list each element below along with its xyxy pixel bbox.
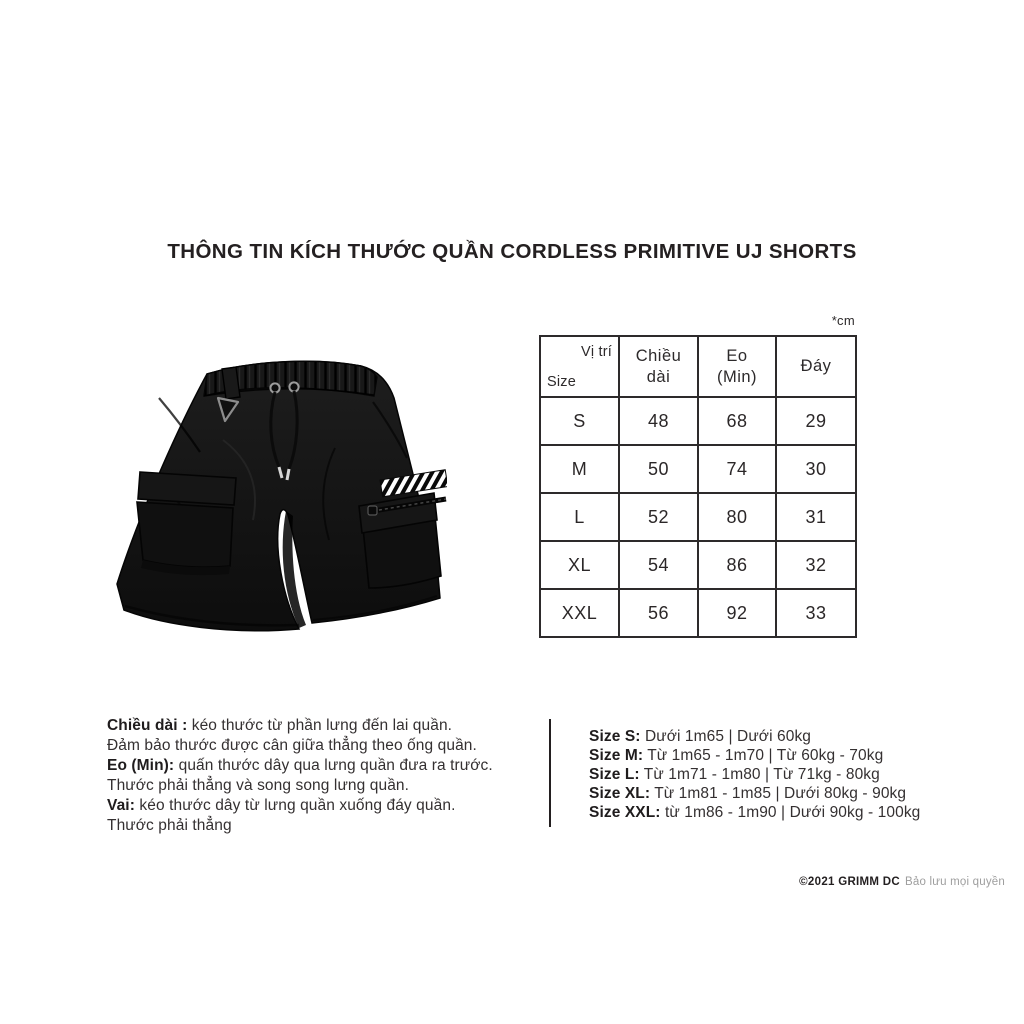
value-cell: 92 [698, 589, 776, 637]
value-cell: 31 [776, 493, 856, 541]
size-guide-line: Size XXL: từ 1m86 - 1m90 | Dưới 90kg - 100kg [589, 804, 921, 821]
size-cell: XL [540, 541, 619, 589]
size-guide [589, 727, 989, 822]
vertical-divider [549, 719, 551, 827]
eyelet-left [270, 383, 279, 392]
value-cell: 32 [776, 541, 856, 589]
size-table [539, 335, 855, 638]
product-photo-shorts [103, 348, 447, 636]
size-cell: L [540, 493, 619, 541]
size-guide-line: Size S: Dưới 1m65 | Dưới 60kg [589, 728, 812, 745]
size-cell: M [540, 445, 619, 493]
measure-guide-line: Thước phải thẳng và song song lưng quần. [107, 777, 410, 794]
table-row [540, 493, 856, 541]
value-cell: 74 [698, 445, 776, 493]
cargo-pocket-left [137, 472, 236, 575]
value-cell: 54 [619, 541, 698, 589]
value-cell: 48 [619, 397, 698, 445]
column-header-chieu-dai: Chiều dài [619, 336, 698, 397]
value-cell: 33 [776, 589, 856, 637]
corner-cell [540, 336, 619, 397]
table-row [540, 589, 856, 637]
corner-label-size: Size [547, 374, 577, 390]
size-guide-line: Size M: Từ 1m65 - 1m70 | Từ 60kg - 70kg [589, 747, 884, 764]
measure-guide-line: Vai: kéo thước dây từ lưng quần xuống đáy quần. [107, 797, 456, 814]
copyright-rights: Bảo lưu mọi quyền [905, 876, 1005, 888]
measure-guide-line: Chiều dài : kéo thước từ phần lưng đến lai quần. [107, 717, 453, 734]
size-guide-line: Size L: Từ 1m71 - 1m80 | Từ 71kg - 80kg [589, 766, 880, 783]
unit-note: *cm [831, 313, 855, 328]
value-cell: 80 [698, 493, 776, 541]
belt-loop [222, 367, 240, 399]
value-cell: 30 [776, 445, 856, 493]
size-cell: S [540, 397, 619, 445]
table-row [540, 397, 856, 445]
value-cell: 52 [619, 493, 698, 541]
eyelet-right [289, 382, 298, 391]
page-title: THÔNG TIN KÍCH THƯỚC QUẦN CORDLESS PRIMITIVE UJ SHORTS [167, 240, 857, 263]
column-header-day: Đáy [776, 336, 856, 397]
measure-guide [107, 716, 547, 836]
measure-guide-line: Thước phải thẳng [107, 817, 232, 834]
corner-label-vi-tri: Vị trí [580, 344, 612, 360]
value-cell: 68 [698, 397, 776, 445]
table-header-row [540, 336, 856, 397]
size-guide-line: Size XL: Từ 1m81 - 1m85 | Dưới 80kg - 90kg [589, 785, 907, 802]
value-cell: 86 [698, 541, 776, 589]
copyright-brand: ©2021 GRIMM DC [799, 876, 901, 888]
size-cell: XXL [540, 589, 619, 637]
table-row [540, 541, 856, 589]
shorts-illustration [103, 348, 447, 636]
value-cell: 56 [619, 589, 698, 637]
value-cell: 50 [619, 445, 698, 493]
value-cell: 29 [776, 397, 856, 445]
table-row [540, 445, 856, 493]
copyright-footer [799, 876, 1005, 888]
column-header-eo-min: Eo (Min) [698, 336, 776, 397]
measure-guide-line: Đảm bảo thước được cân giữa thẳng theo ống quần. [107, 737, 477, 754]
measure-guide-line: Eo (Min): quấn thước dây qua lưng quần đưa ra trước. [107, 757, 493, 774]
